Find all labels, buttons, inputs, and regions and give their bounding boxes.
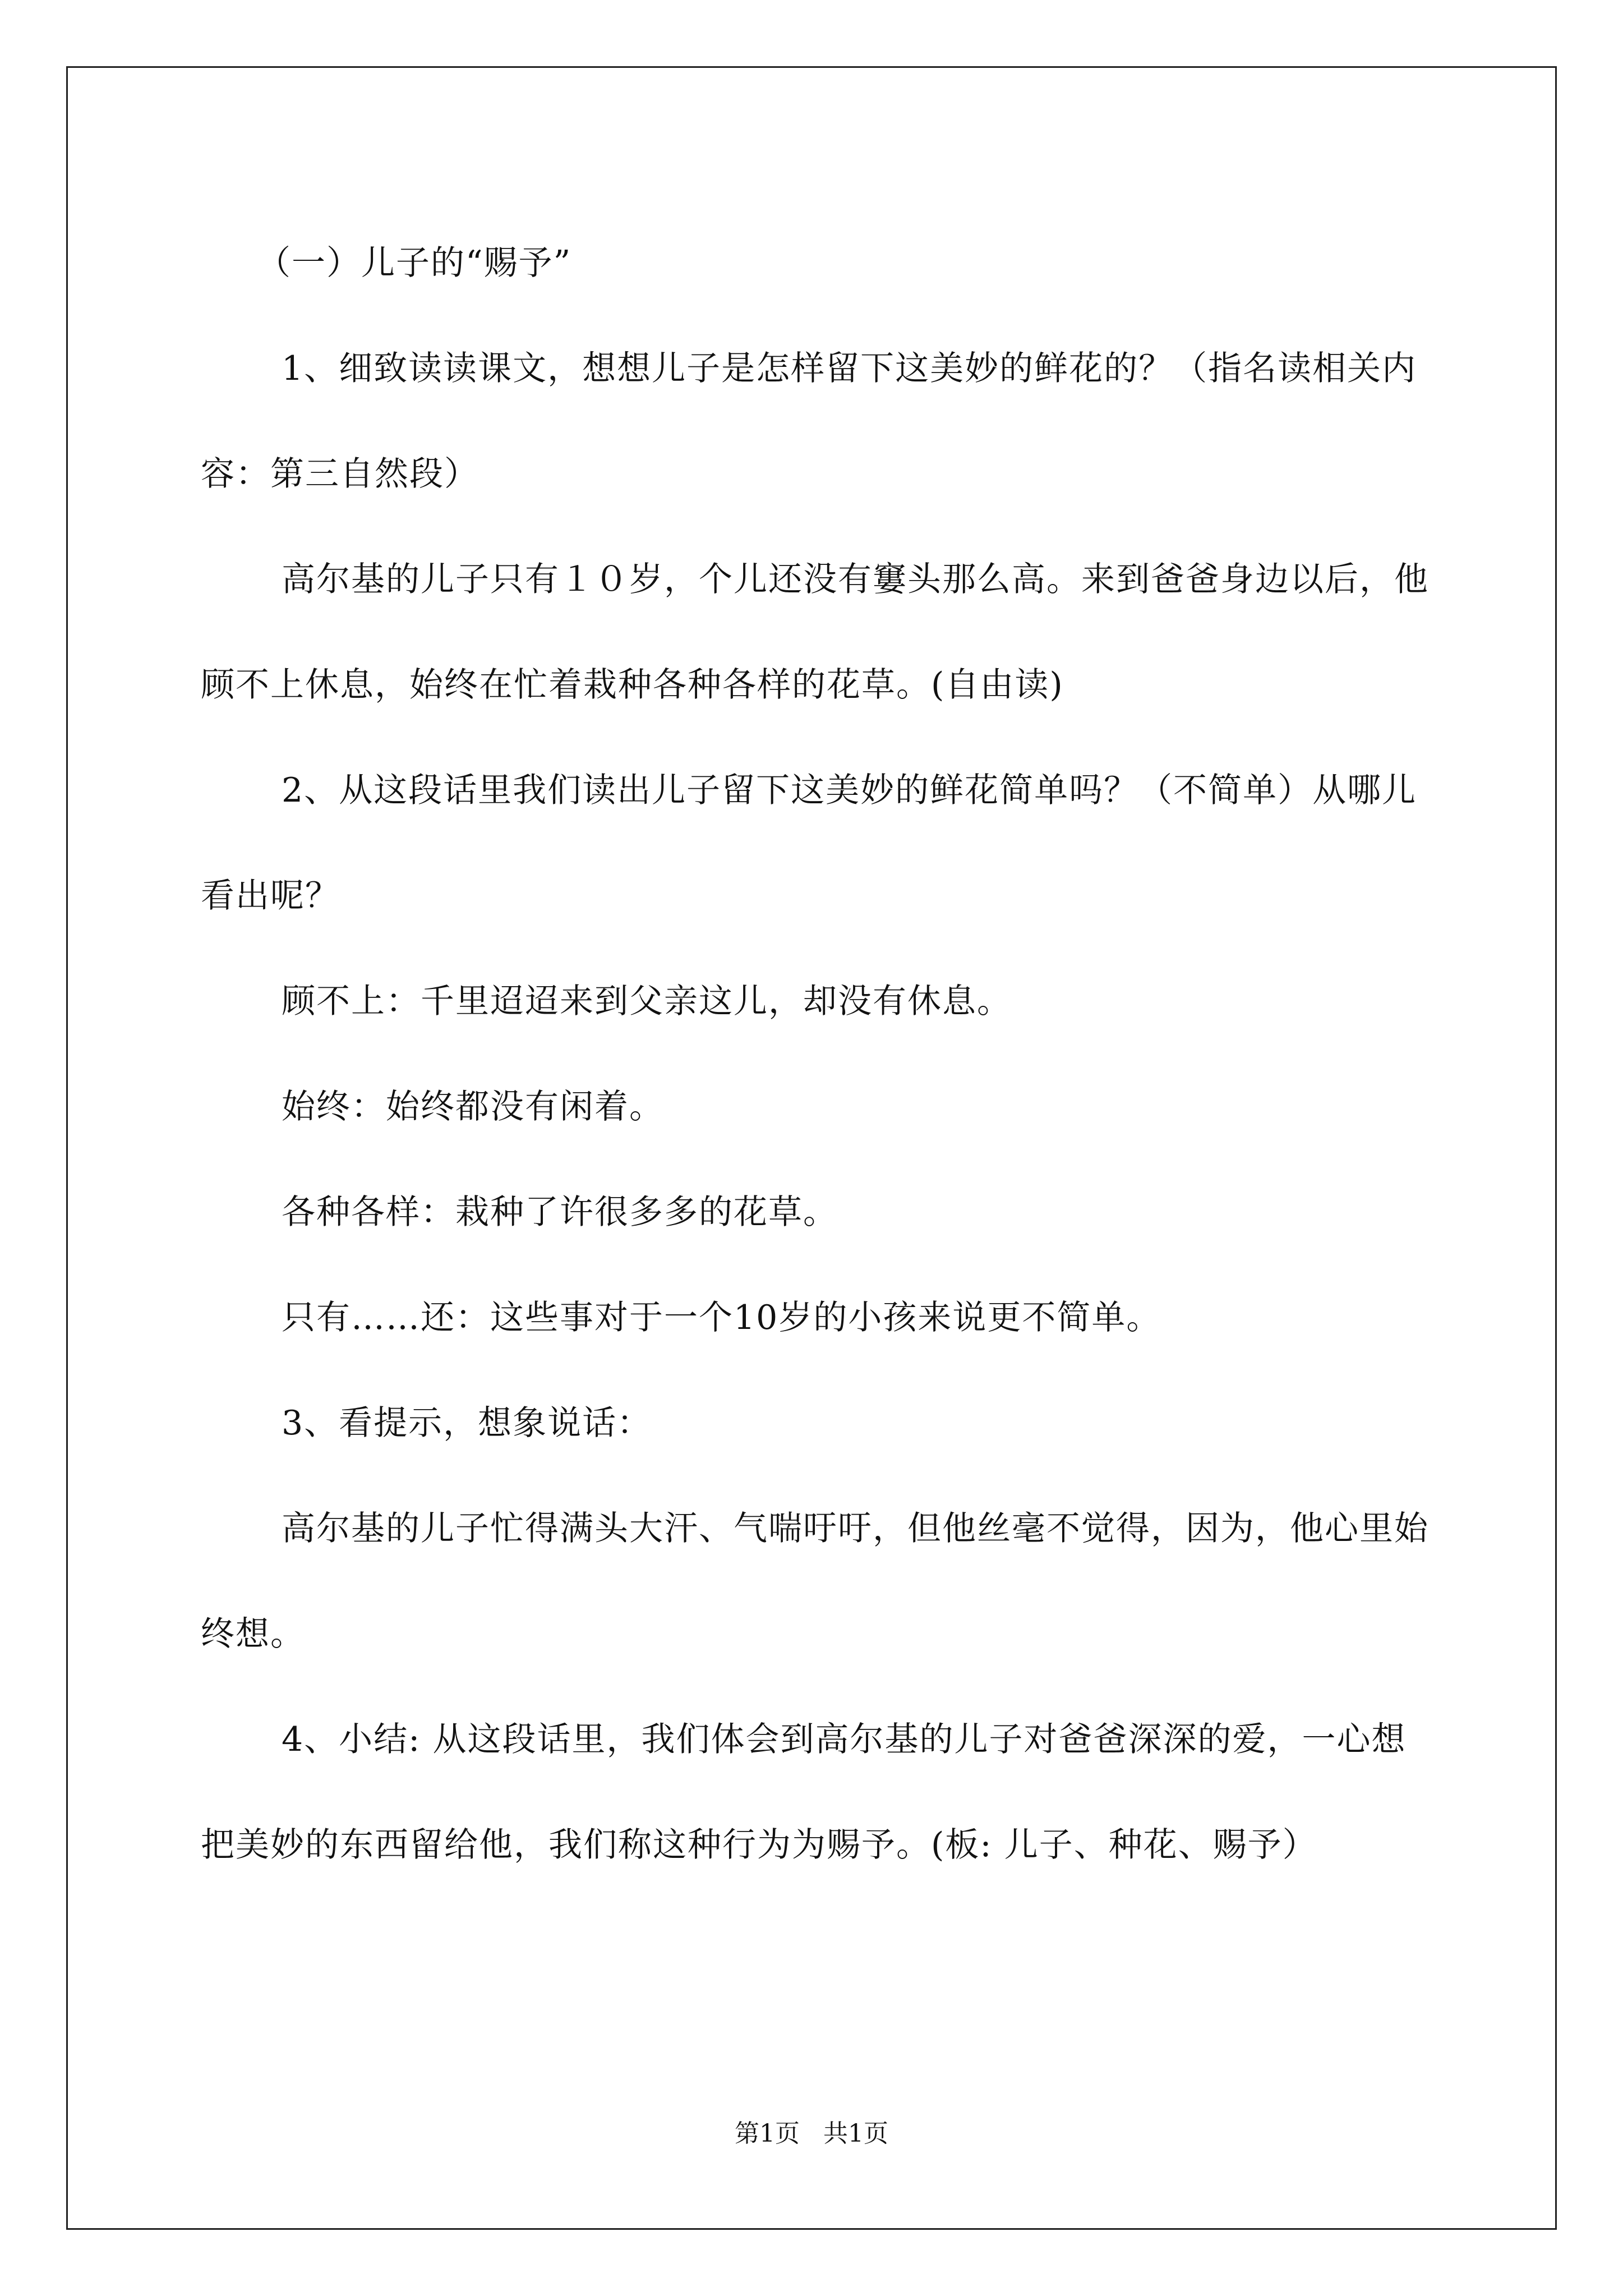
paragraph-1: 1、细致读读课文，想想儿子是怎样留下这美妙的鲜花的？（指名读相关内容：第三自然段）	[201, 349, 1417, 494]
paragraph-9: 高尔基的儿子忙得满头大汗、气喘吁吁，但他丝毫不觉得，因为，他心里始终想。	[201, 1509, 1429, 1654]
paragraph-4: 顾不上：千里迢迢来到父亲这儿，却没有休息。	[282, 982, 1012, 1021]
paragraph-2: 高尔基的儿子只有１０岁，个儿还没有窶头那么高。来到爸爸身边以后，他顾不上休息，始终在忙着栽种各种各样的花草。(自由读)	[201, 560, 1429, 705]
section-heading: （一）儿子的“赐予”	[257, 243, 572, 283]
paragraph-5: 始终：始终都没有闲着。	[282, 1087, 664, 1126]
document-body	[201, 210, 1429, 1898]
paragraph-8: 3、看提示，想象说话：	[282, 1404, 652, 1443]
paragraph-3: 2、从这段话里我们读出儿子留下这美妙的鲜花简单吗？（不简单）从哪儿看出呢？	[201, 771, 1417, 915]
page-footer: 第1页 共1页	[735, 2119, 888, 2148]
paragraph-6: 各种各样：栽种了许很多多的花草。	[282, 1193, 838, 1232]
paragraph-7: 只有……还：这些事对于一个10岁的小孩来说更不简单。	[282, 1298, 1161, 1337]
paragraph-10: 4、小结: 从这段话里，我们体会到高尔基的儿子对爸爸深深的爱，一心想把美妙的东西留给他，我们称这种行为为赐予。(板: 儿子、种花、赐予）	[201, 1720, 1407, 1865]
